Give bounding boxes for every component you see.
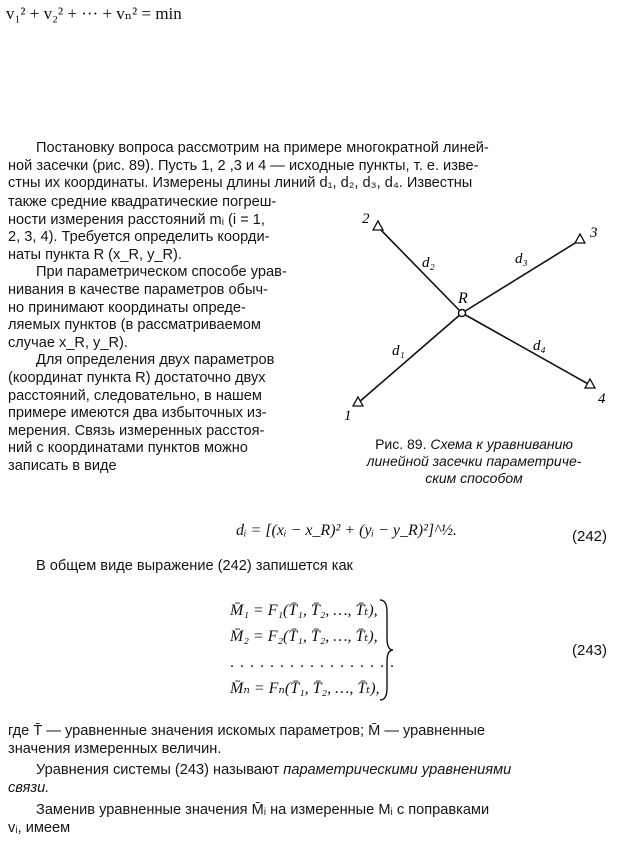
label-d1: d₁ — [392, 343, 405, 359]
point-3-marker — [575, 234, 585, 243]
paragraph-definitions — [8, 723, 614, 758]
text-line: расстояний, следовательно, в нашем — [8, 387, 262, 404]
text-line: но принимают координаты опреде- — [8, 299, 246, 316]
equation-242-number: (242) — [572, 528, 608, 545]
figure-caption — [344, 436, 604, 487]
eq243-row: M̄₁ = F₁(T̄₁, T̄₂, …, T̄ₜ), — [230, 602, 378, 619]
text-line: Для определения двух параметров — [36, 352, 275, 369]
left-column-text — [8, 194, 338, 476]
text-line: где T̄ — уравненные значения искомых параметров; M̄ — уравненные — [8, 723, 486, 739]
general-form-line: В общем виде выражение (242) запишется как — [36, 558, 353, 574]
line-d2 — [378, 227, 462, 313]
eq243-row: M̄ₙ = Fₙ(T̄₁, T̄₂, …, T̄ₜ), — [230, 680, 380, 697]
text-line: нивания в качестве параметров обыч- — [8, 281, 268, 298]
text-line: При параметрическом способе урав- — [36, 264, 287, 281]
equation-243-system — [230, 598, 395, 702]
label-point-1: 1 — [344, 408, 352, 424]
label-d2: d₂ — [422, 255, 435, 271]
eq243-row: M̄₂ = F₂(T̄₁, T̄₂, …, T̄ₜ), — [230, 628, 378, 645]
label-point-r: R — [458, 290, 468, 307]
label-point-3: 3 — [590, 225, 598, 241]
point-2-marker — [373, 221, 383, 230]
eq243-row: . . . . . . . . . . . . . . . . . — [230, 654, 395, 671]
text-line: ной засечки (рис. 89). Пусть 1, 2 ,3 и 4 — исходные пункты, т. е. изве- — [8, 157, 479, 174]
caption-lead: Рис. 89. — [375, 436, 427, 452]
text-line: также средние квадратические погреш- — [8, 194, 277, 210]
equation-242: dᵢ = [(xᵢ − x_R)² + (yᵢ − y_R)²]^½. — [236, 522, 457, 539]
figure-89-diagram — [340, 205, 620, 430]
paragraph-system-naming — [8, 762, 614, 797]
emphasis-text: параметрическими уравнениями — [283, 762, 512, 778]
text-line: ний с координатами пунктов можно — [8, 440, 248, 457]
caption-line: Схема к уравниванию — [430, 436, 573, 452]
equation-243-number: (243) — [572, 642, 608, 659]
text-line: ляемых пунктов (в рассматриваемом — [8, 317, 261, 334]
top-formula: v₁² + v₂² + ··· + vₙ² = min — [6, 4, 182, 23]
line-d4 — [462, 313, 590, 385]
paragraph-intro — [8, 140, 612, 193]
text-line: случае x_R, y_R). — [8, 334, 128, 351]
point-1-marker — [353, 397, 363, 406]
eq243-brace — [378, 598, 394, 702]
label-d3: d₃ — [515, 251, 528, 267]
point-r-marker — [459, 310, 466, 317]
text-line: значения измеренных величин. — [8, 740, 222, 757]
text-line: мерения. Связь измеренных расстоя- — [8, 422, 265, 439]
text-line: (координат пункта R) достаточно двух — [8, 369, 266, 386]
text-line: примере имеются два избыточных из- — [8, 405, 267, 422]
text-line: связи. — [8, 779, 50, 796]
line-d1 — [358, 313, 462, 403]
text-line: стны их координаты. Измерены длины линий d₁, d₂, d₃, d₄. Известны — [8, 175, 473, 192]
text-line: наты пункта R (x_R, y_R). — [8, 246, 182, 263]
text-line: 2, 3, 4). Требуется определить коорди- — [8, 229, 270, 246]
label-d4: d₄ — [533, 338, 546, 354]
caption-line: ским способом — [425, 470, 523, 486]
text-line: записать в виде — [8, 457, 117, 474]
label-point-2: 2 — [362, 211, 370, 227]
text-line: Уравнения системы (243) называют — [36, 762, 284, 778]
paragraph-substitution — [8, 802, 614, 837]
text-line: Постановку вопроса рассмотрим на примере многократной линей- — [36, 140, 489, 156]
text-line: Заменив уравненные значения M̄ᵢ на измеренные Mᵢ с поправками — [36, 802, 490, 818]
text-line: vᵢ, имеем — [8, 819, 71, 836]
caption-line: линейной засечки параметриче- — [366, 453, 582, 469]
label-point-4: 4 — [598, 391, 606, 407]
text-line: ности измерения расстояний mᵢ (i = 1, — [8, 211, 265, 228]
